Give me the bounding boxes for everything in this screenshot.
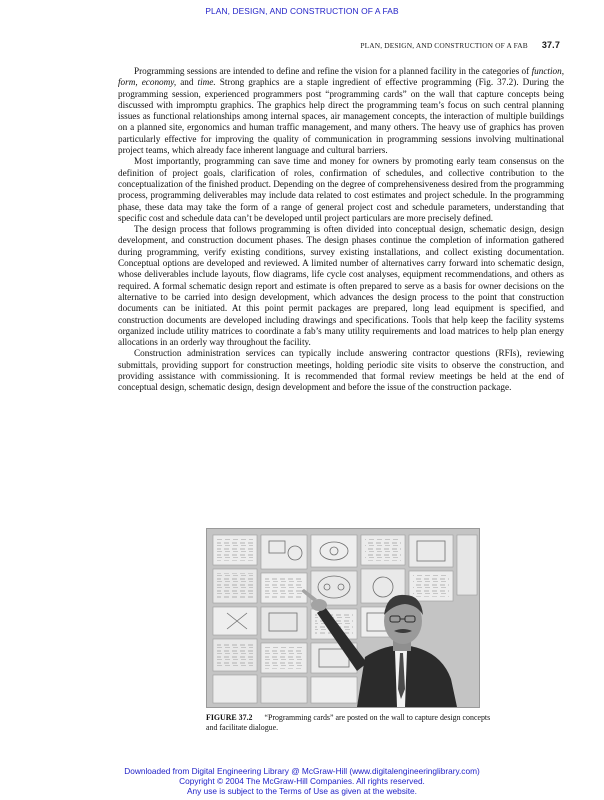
footer-download-line[interactable]: Downloaded from Digital Engineering Library @ McGraw-Hill (www.digitalengineeringlibrary.com) bbox=[124, 766, 480, 776]
body-text bbox=[118, 66, 564, 394]
download-footer bbox=[0, 766, 604, 796]
paragraph-cost-savings: Most importantly, programming can save time and money for owners by promoting early team consensus on the definition of project goals, clarification of roles, confirmation of schedules, and collective contribution to the conceptualization of the finished product. Depending on the degree of comprehensiveness desired from the programming process, programming deliverables may include data related to cost estimates and project schedule. In the programming phase, these data may take the form of a range of general project cost and schedule parameters, understanding that specific cost and schedule data can’t be developed until project particulars are more precisely defined. bbox=[118, 156, 564, 223]
programming-cards-photo-illustration bbox=[207, 529, 479, 707]
figure-label: FIGURE 37.2 bbox=[206, 713, 253, 722]
paragraph-design-process: The design process that follows programming is often divided into conceptual design, schematic design, design development, and construction document phases. The design phases continue the completion of information gathered during programming, verify existing conditions, survey existing installations, and collect existing documentation. Conceptual options are developed and reviewed. A limited number of alternatives carry forward into schematic design, whose deliverables include layouts, flow diagrams, life cycle cost analyses, equipment recommendations, and others as required. A formal schematic design report and estimate is often prepared to serve as a basis for owner decisions on the alternative to be carried into design development, which advances the design process to the point that construction documents can be initiated. At this point permit packages are prepared, long lead equipment is specified, and construction documents are developed including drawings and specifications. Tools that help keep the facility systems organized include utility matrices to coordinate a fab’s many utility requirements and load matrices to help plan energy allocations in an orderly way throughout the facility. bbox=[118, 224, 564, 348]
figure-caption-text: “Programming cards” are posted on the wall to capture design concepts and facilitate dialogue. bbox=[206, 713, 491, 732]
footer-terms-line[interactable]: Any use is subject to the Terms of Use as given at the website. bbox=[187, 786, 417, 796]
page-number: 37.7 bbox=[541, 40, 560, 50]
footer-copyright-line: Copyright © 2004 The McGraw-Hill Companies. All rights reserved. bbox=[179, 776, 425, 786]
running-head-title: PLAN, DESIGN, AND CONSTRUCTION OF A FAB bbox=[360, 41, 528, 50]
figure-photo-programming-cards bbox=[206, 528, 480, 708]
source-banner: PLAN, DESIGN, AND CONSTRUCTION OF A FAB bbox=[205, 6, 399, 16]
paragraph-construction-administration: Construction administration services can typically include answering contractor questions (RFIs), reviewing submittals, providing support for construction meetings, holding periodic site visits to observe the construction, and providing assistance with commissioning. It is recommended that formal review meetings be held at the end of conceptual design, schematic design, design development and before the issue of the construction package. bbox=[118, 348, 564, 393]
paragraph-programming-sessions: Programming sessions are intended to define and refine the vision for a planned facility in the categories of function, form, economy, and time. Strong graphics are a staple ingredient of effective programming (Fig. 37.2). During the programming session, experienced programmers post “programming cards” on the wall that capture concepts being discussed with impromptu graphics. The graphics help direct the programming team’s focus on such central planning issues as functional relationships among internal spaces, air management concepts, the interaction of multiple buildings on a planned site, ergonomics and human traffic management, and many others. The heavy use of graphics has proven particularly effective for improving the quality of communication in programming sessions involving multinational project teams, which already face inherent language and cultural barriers. bbox=[118, 66, 564, 156]
running-head bbox=[360, 40, 560, 50]
figure-caption bbox=[206, 713, 496, 732]
